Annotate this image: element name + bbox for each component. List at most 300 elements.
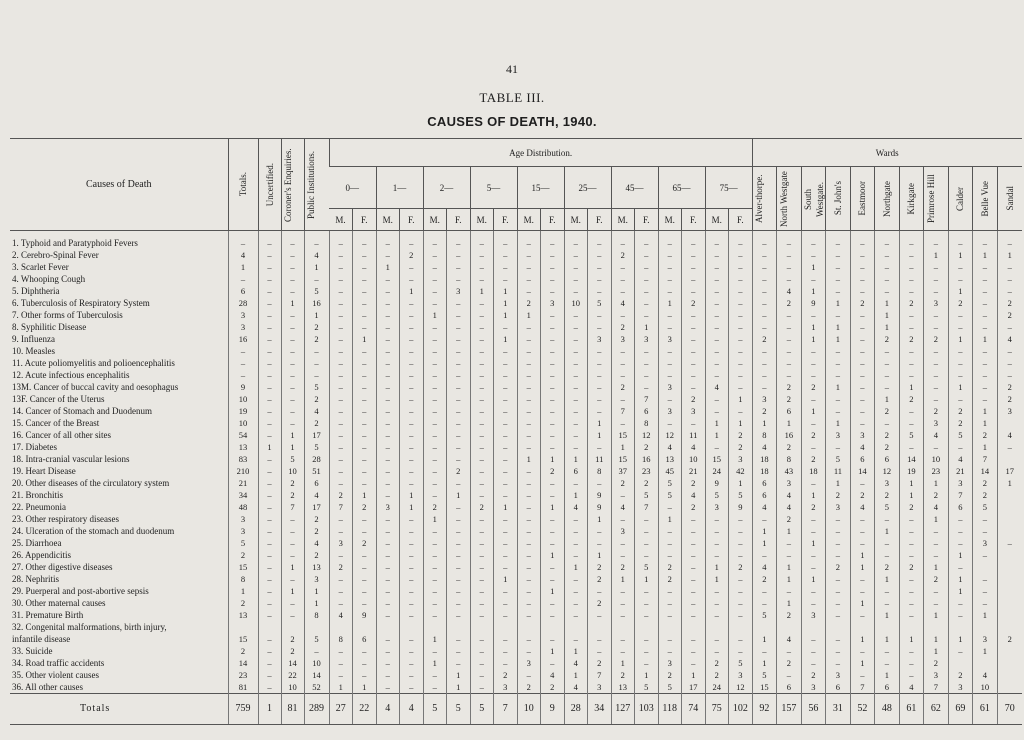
cell-value: – [973,573,998,585]
cell-value: – [850,669,875,681]
cell-value: 3 [447,285,471,297]
cell-value: 1 [850,597,875,609]
cell-value [973,657,998,669]
cell-value [494,621,518,633]
cell-value: – [541,231,565,250]
table-row [10,249,1022,261]
cell-value: 1 [588,417,612,429]
male-header: M. [329,209,353,231]
cell-value [997,669,1022,681]
cell-value: 15 [228,633,258,645]
cell-value: – [281,393,304,405]
cell-value: 28 [228,297,258,309]
cell-value: – [850,261,875,273]
cell-value: – [826,393,851,405]
cell-value: – [875,381,900,393]
cell-value: – [875,345,900,357]
cell-value: 1 [973,645,998,657]
cell-value: – [850,231,875,250]
cell-value: – [850,273,875,285]
cell-value: – [729,333,753,345]
cell-value: – [875,285,900,297]
cell-value: 5 [729,657,753,669]
cell-value: – [400,681,424,694]
cell-value: 4 [304,489,329,501]
cell-value: – [258,357,281,369]
cell-value [997,621,1022,633]
cell-value: – [564,309,588,321]
cell-value: 17 [997,465,1022,477]
cell-value: – [801,309,826,321]
cell-value: 4 [682,441,706,453]
cell-value: 3 [541,297,565,309]
cell-value: – [729,273,753,285]
age-group-25: 25— [564,167,611,209]
cell-value: – [376,585,400,597]
cell-value: – [517,501,541,513]
cell-value: – [850,249,875,261]
cell-value: – [447,369,471,381]
cell-value: – [801,231,826,250]
cell-value: – [682,333,706,345]
cell-value: 7 [329,501,353,513]
cell-value: – [924,321,949,333]
cell-value: 14 [899,453,924,465]
cause-label: 21. Bronchitis [12,490,63,500]
cell-value: – [801,513,826,525]
cell-value: 1 [494,333,518,345]
cell-value: – [376,513,400,525]
cell-value: – [564,585,588,597]
cell-value: – [564,357,588,369]
cell-value: 2 [658,669,682,681]
cell-value: – [875,513,900,525]
cell-value: – [353,525,377,537]
cell-value: – [635,285,659,297]
cell-value: 14 [304,669,329,681]
cell-value: – [997,345,1022,357]
cell-value: – [258,231,281,250]
cell-value: 1 [875,633,900,645]
cause-label: 28. Nephritis [12,574,59,584]
cell-value: – [447,561,471,573]
cell-value: – [376,393,400,405]
cell-value: – [973,285,998,297]
cell-value: – [826,357,851,369]
cell-value: – [376,525,400,537]
cell-value: – [258,309,281,321]
cell-value: 28 [564,694,588,725]
cell-value: 1 [281,441,304,453]
cell-value: 3 [875,477,900,489]
cell-value: – [777,645,802,657]
male-header: M. [376,209,400,231]
cell-value: – [258,525,281,537]
cell-value: – [658,321,682,333]
cell-value: – [376,453,400,465]
cell-value: 2 [973,477,998,489]
cell-value: – [752,597,777,609]
cell-value: – [826,405,851,417]
cell-value: – [826,645,851,657]
cell-value: 1 [924,561,949,573]
cell-value: – [517,231,541,250]
cell-value: 27 [329,694,353,725]
age-group-45: 45— [611,167,658,209]
cell-value: – [973,597,998,609]
cell-value: – [777,357,802,369]
cell-value: 48 [228,501,258,513]
cell-value: – [635,381,659,393]
cell-value: – [376,669,400,681]
table-row [10,393,1022,405]
cell-value: – [517,345,541,357]
ward-primrose-hill: Primrose Hill [924,167,949,231]
cell-value: – [705,249,729,261]
cell-value: – [423,645,447,657]
cell-value: 1 [875,525,900,537]
cell-value: – [752,261,777,273]
cell-value [997,657,1022,669]
cell-value: 70 [997,694,1022,725]
cell-value: – [729,585,753,597]
cell-value: 5 [588,297,612,309]
cell-value: – [705,369,729,381]
age-group-0: 0— [329,167,376,209]
cell-value: – [705,441,729,453]
cell-value: – [588,285,612,297]
cell-value: 4 [541,669,565,681]
cell-value: 4 [329,609,353,621]
cell-value: – [777,309,802,321]
cell-value: – [353,369,377,381]
female-header: F. [635,209,659,231]
cell-value: – [258,489,281,501]
public-header: Public Institutions. [304,139,329,231]
cell-value: – [875,369,900,381]
cell-value: – [973,309,998,321]
cell-value: – [826,657,851,669]
cell-value: – [588,249,612,261]
cell-value: – [826,549,851,561]
cell-value: – [281,597,304,609]
cell-value: 1 [329,681,353,694]
cell-value: 10 [924,453,949,465]
cell-value: – [611,537,635,549]
cell-value: 4 [924,429,949,441]
cell-value: 7 [611,405,635,417]
cell-value: 24 [705,681,729,694]
cell-value: – [258,381,281,393]
cell-value: 4 [564,501,588,513]
ward-sandal: Sandal [997,167,1022,231]
cell-value: – [494,357,518,369]
cell-value: – [564,477,588,489]
cell-value: – [705,333,729,345]
cell-value: – [777,333,802,345]
cell-value: – [541,393,565,405]
cause-label: 6. Tuberculosis of Respiratory System [12,298,150,308]
cell-value: – [564,381,588,393]
cell-value: 1 [777,561,802,573]
cell-value: 1 [875,309,900,321]
cell-value: – [304,645,329,657]
cell-value: 2 [611,321,635,333]
cell-value: – [400,537,424,549]
cell-value: – [973,369,998,381]
cell-value: 4 [997,429,1022,441]
cell-value: – [635,345,659,357]
cell-value: 2 [752,333,777,345]
cell-value: – [329,405,353,417]
cell-value: – [470,345,494,357]
cell-value: – [826,369,851,381]
cause-label: 36. All other causes [12,682,83,692]
cell-value: 2 [658,561,682,573]
cell-value: – [329,477,353,489]
cell-value: 1 [973,417,998,429]
cell-value: – [899,441,924,453]
cell-value: – [682,549,706,561]
cell-value: – [376,309,400,321]
cell-value: – [517,321,541,333]
cell-value: – [801,477,826,489]
cell-value: – [541,273,565,285]
cell-value: 2 [588,561,612,573]
cell-value: – [423,549,447,561]
cause-label: 29. Puerperal and post-abortive sepsis [12,586,149,596]
cell-value: – [517,273,541,285]
cell-value: – [517,417,541,429]
cell-value: 3 [658,405,682,417]
cell-value: – [400,561,424,573]
cell-value: – [376,417,400,429]
cell-value: 3 [376,501,400,513]
cell-value: – [924,525,949,537]
cell-value: – [541,597,565,609]
cell-value: – [705,405,729,417]
cell-value: 2 [948,417,973,429]
cell-value: 4 [997,333,1022,345]
cell-value: 4 [705,381,729,393]
cell-value: 1 [801,333,826,345]
cell-value: – [611,513,635,525]
cell-value: – [850,345,875,357]
cell-value: – [729,369,753,381]
cell-value: 4 [777,633,802,645]
cell-value: – [777,345,802,357]
table-row [10,501,1022,513]
cell-value: – [541,477,565,489]
female-header: F. [729,209,753,231]
cell-value: 102 [729,694,753,725]
cell-value: – [494,369,518,381]
cell-value: – [948,273,973,285]
cell-value: – [611,633,635,645]
cell-value: – [635,297,659,309]
cell-value: 1 [752,417,777,429]
cell-value: – [705,537,729,549]
cell-value: – [875,537,900,549]
cell-value: – [517,669,541,681]
cell-value: – [470,273,494,285]
cell-value: 2 [682,393,706,405]
cause-label: 10. Measles [12,346,55,356]
cell-value: – [541,285,565,297]
cell-value: – [494,549,518,561]
cell-value [875,621,900,633]
cell-value: 23 [228,669,258,681]
cell-value: – [353,405,377,417]
cell-value: – [801,585,826,597]
cell-value: – [875,657,900,669]
cell-value: – [494,657,518,669]
cell-value: – [376,537,400,549]
cell-value: – [470,669,494,681]
cell-value: – [658,549,682,561]
cell-value: – [705,285,729,297]
cell-value: – [447,333,471,345]
cell-value: 1 [494,501,518,513]
cell-value: 4 [611,501,635,513]
age-group-5: 5— [470,167,517,209]
cell-value [447,621,471,633]
cell-value: – [682,537,706,549]
cell-value: – [635,249,659,261]
cell-value: – [850,369,875,381]
cell-value: 34 [588,694,612,725]
cell-value: – [611,231,635,250]
cell-value: 1 [777,573,802,585]
cell-value: 5 [304,441,329,453]
cell-value: – [826,261,851,273]
cell-value: 3 [924,417,949,429]
cell-value: 1 [423,309,447,321]
cell-value: 1 [494,297,518,309]
cell-value: – [304,231,329,250]
cell-value: – [973,585,998,597]
cell-value: 1 [924,609,949,621]
cell-value: – [329,465,353,477]
cell-value: 48 [875,694,900,725]
cell-value: 17 [682,681,706,694]
cell-value: 4 [752,501,777,513]
cell-value: – [400,381,424,393]
cell-value: – [423,417,447,429]
cell-value: – [423,597,447,609]
cell-value: – [850,405,875,417]
cell-value: 127 [611,694,635,725]
cell-value: – [541,381,565,393]
cell-value: – [826,597,851,609]
cell-value [850,621,875,633]
cell-value: 3 [705,501,729,513]
cell-value: – [973,525,998,537]
cell-value: 3 [611,333,635,345]
cell-value: 3 [682,405,706,417]
cell-value: 1 [875,573,900,585]
cell-value: – [447,633,471,645]
cell-value: 62 [924,694,949,725]
table-row [10,321,1022,333]
cell-value: – [658,645,682,657]
ward-kirkgate: Kirkgate [899,167,924,231]
cell-value: – [329,453,353,465]
cell-value: 9 [541,694,565,725]
cell-value: – [400,573,424,585]
cell-value: 2 [801,669,826,681]
table-row [10,525,1022,537]
table-row [10,657,1022,669]
cell-value: – [729,297,753,309]
cell-value: – [729,345,753,357]
cell-value: 4 [752,441,777,453]
cell-value: 6 [777,405,802,417]
cell-value: – [470,561,494,573]
cell-value: – [494,381,518,393]
cell-value: – [517,489,541,501]
cell-value: 2 [826,561,851,573]
cell-value: 42 [729,465,753,477]
cell-value: – [682,369,706,381]
cell-value: 1 [801,573,826,585]
cell-value: – [541,249,565,261]
ward-north-westgate: North Westgate [777,167,802,231]
cell-value: – [281,333,304,345]
cell-value [973,621,998,633]
cell-value: – [705,357,729,369]
cell-value: 1 [801,489,826,501]
cell-value: 2 [777,381,802,393]
age-group-1: 1— [376,167,423,209]
cell-value: – [447,417,471,429]
cell-value: – [281,285,304,297]
cell-value: – [400,657,424,669]
cell-value: 6 [948,501,973,513]
cell-value: – [470,681,494,694]
cell-value: 2 [752,405,777,417]
cell-value: – [376,477,400,489]
cell-value: – [423,231,447,250]
cell-value: 1 [924,477,949,489]
cell-value: – [826,309,851,321]
cell-value: – [400,645,424,657]
cell-value [517,621,541,633]
cell-value: – [447,345,471,357]
cell-value: – [470,231,494,250]
cell-value: – [228,369,258,381]
cell-value: 2 [973,429,998,441]
cell-value: – [611,609,635,621]
cell-value: – [705,231,729,250]
ward-northgate: Northgate [875,167,900,231]
cell-value: 2 [948,669,973,681]
cell-value: 1 [875,669,900,681]
cell-value: 11 [682,429,706,441]
cell-value: – [801,657,826,669]
cell-value: – [447,525,471,537]
cell-value: – [948,609,973,621]
cell-value: – [705,609,729,621]
age-group-65: 65— [658,167,705,209]
cause-label: 2. Cerebro-Spinal Fever [12,250,99,260]
cell-value: 17 [304,429,329,441]
cell-value: – [682,381,706,393]
cell-value: – [281,231,304,250]
cell-value: 2 [729,561,753,573]
cell-value: 2 [658,573,682,585]
cell-value: 1 [729,477,753,489]
